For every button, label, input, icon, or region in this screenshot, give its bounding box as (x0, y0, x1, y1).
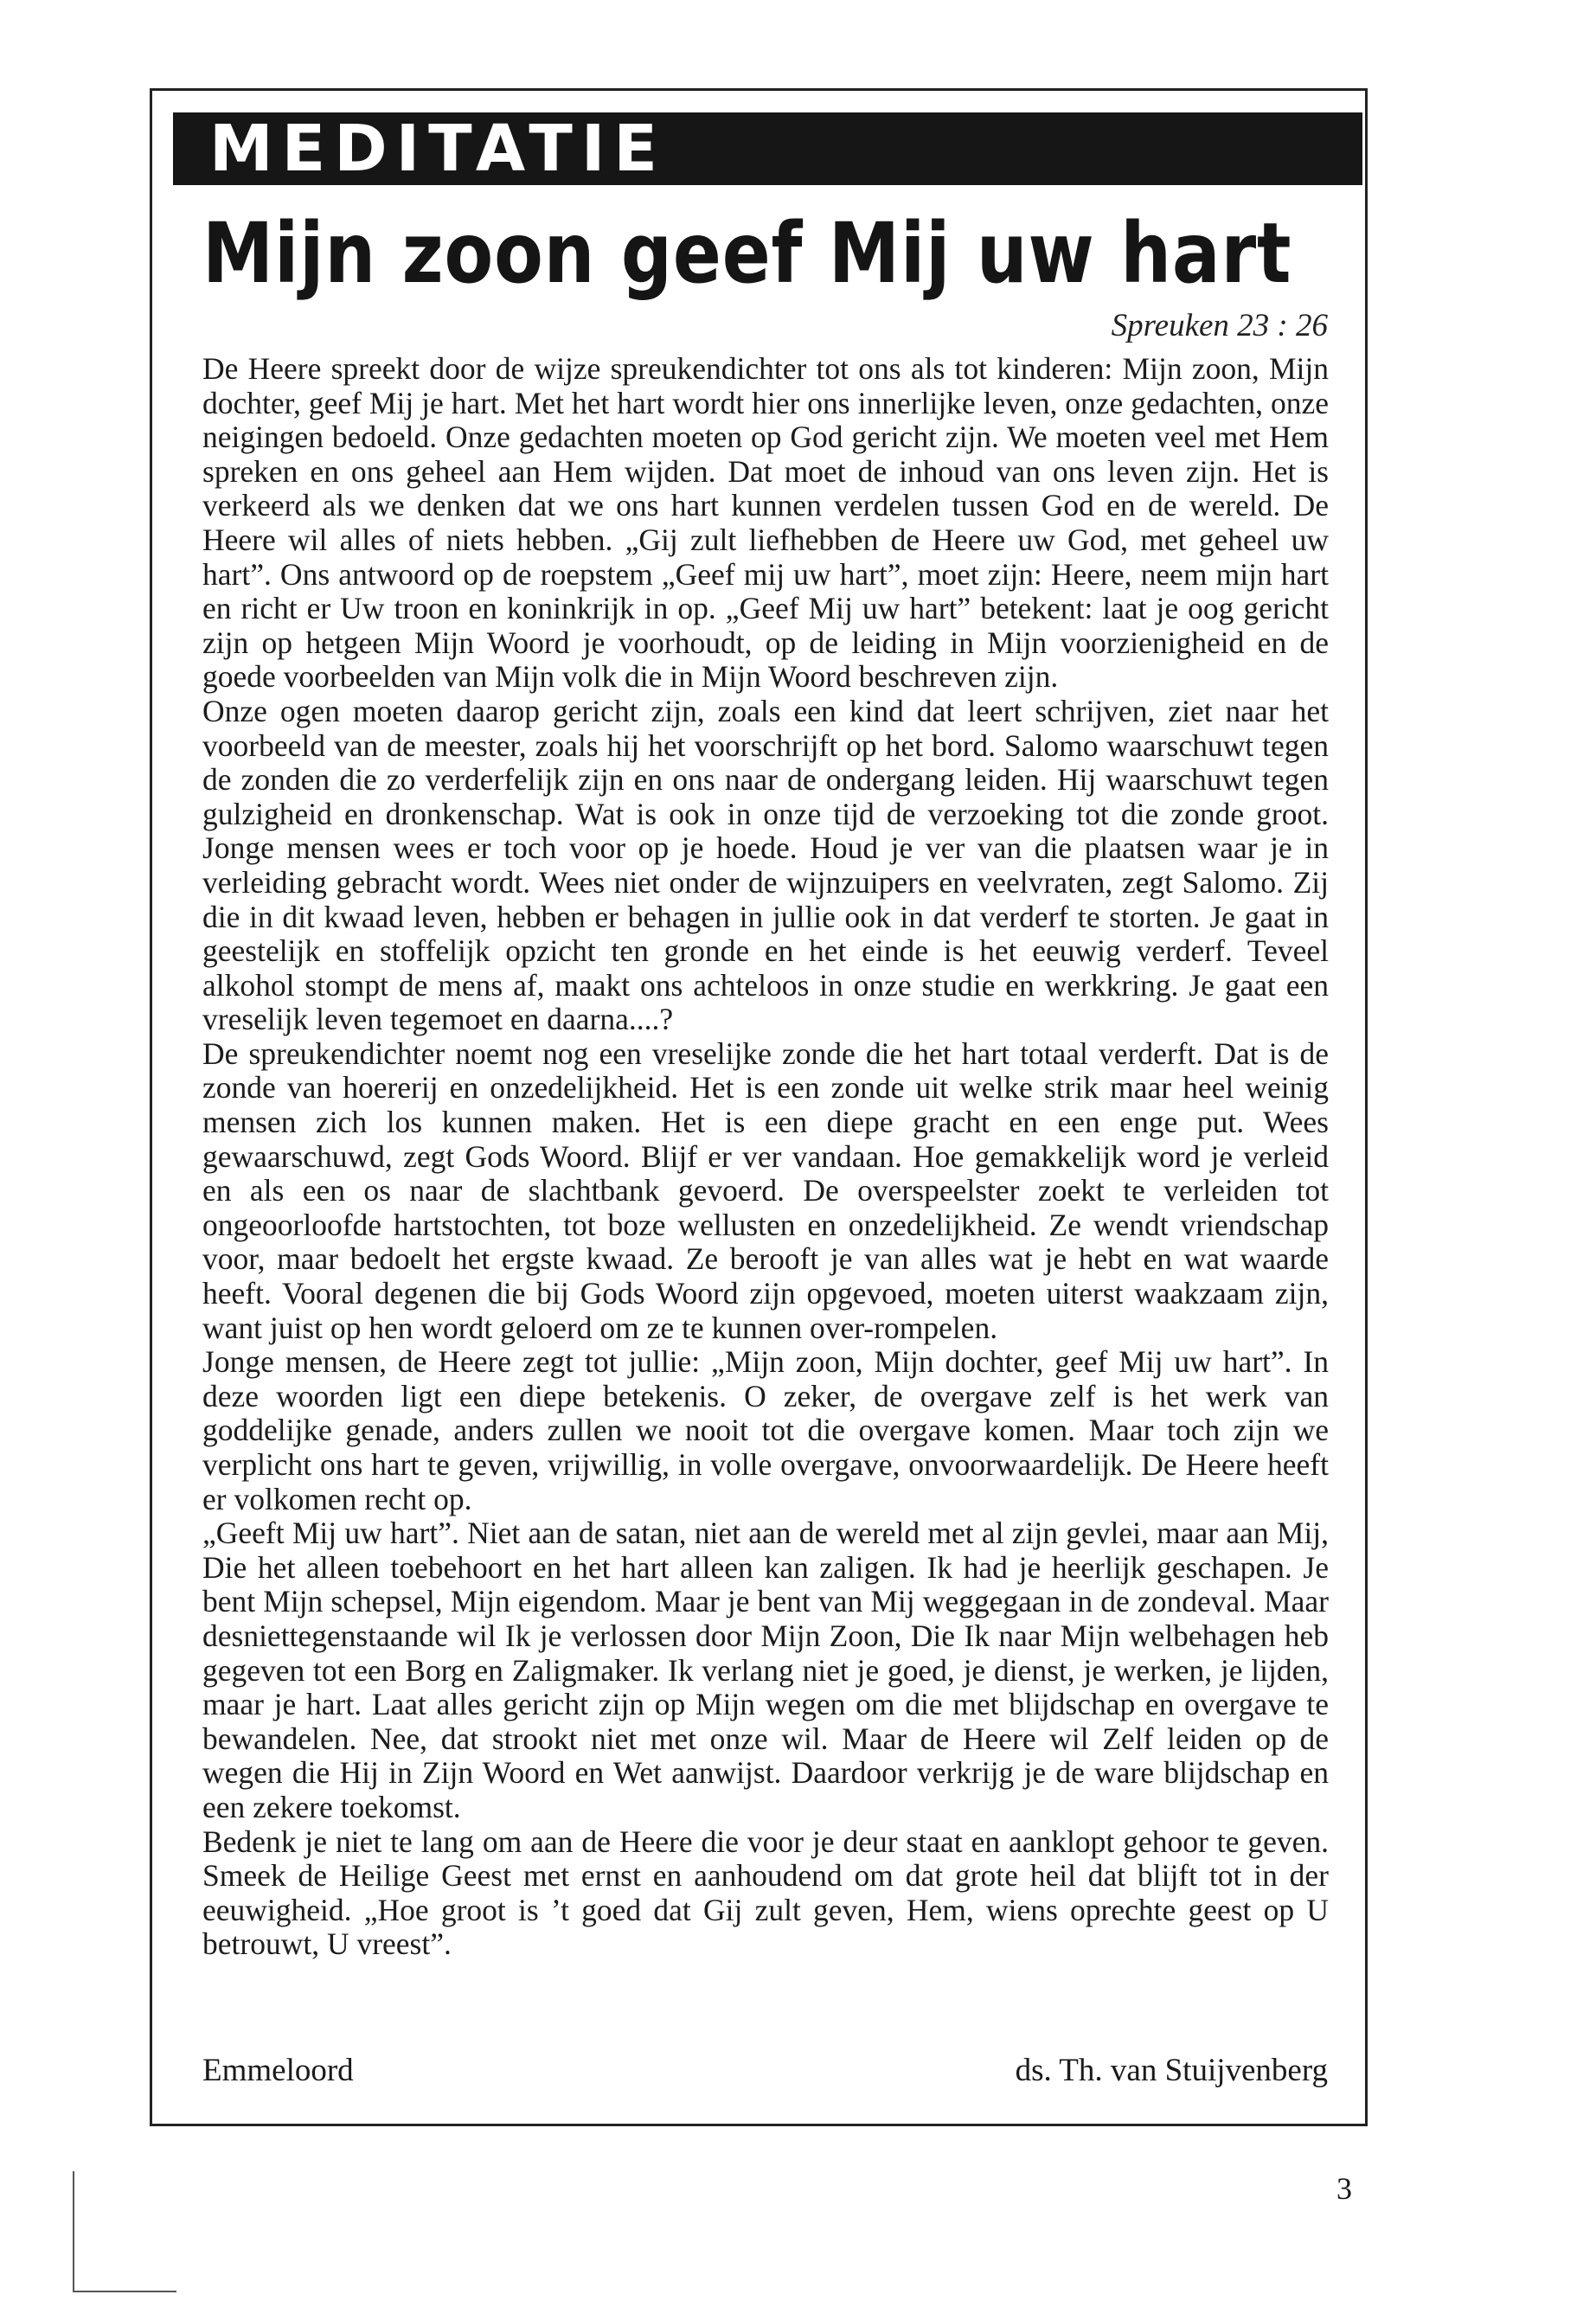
page-foot-line (73, 2291, 176, 2292)
paragraph: Jonge mensen, de Heere zegt tot jullie: „Mijn zoon, Mijn dochter, geef Mij uw hart”. In deze woorden ligt een diepe betekenis. O zeker, de overgave zelf is het werk van goddelijke genade, anders zullen we nooit tot die overgave komen. Maar toch zijn we verplicht ons hart te geven, vrijwillig, in volle overgave, onvoorwaardelijk. De Heere heeft er volkomen recht op. (202, 1344, 1329, 1516)
scripture-reference: Spreuken 23 : 26 (1111, 308, 1328, 343)
section-label: MEDITATIE (209, 112, 666, 186)
place-name: Emmeloord (202, 2053, 354, 2088)
paragraph: De Heere spreekt door de wijze spreukendichter tot ons als tot kinderen: Mijn zoon, Mijn dochter, geef Mij je hart. Met het hart wordt hier ons innerlijke leven, onze gedachten, onze neigingen bedoeld. Onze gedachten moeten op God gericht zijn. We moeten veel met Hem spreken en ons geheel aan Hem wijden. Dat moet de inhoud van ons leven zijn. Het is verkeerd als we denken dat we ons hart kunnen verdelen tussen God en de wereld. De Heere wil alles of niets hebben. „Gij zult liefhebben de Heere uw God, met geheel uw hart”. Ons antwoord op de roepstem „Geef mij uw hart”, moet zijn: Heere, neem mijn hart en richt er Uw troon en koninkrijk in op. „Geef Mij uw hart” betekent: laat je oog gericht zijn op hetgeen Mijn Woord je voorhoudt, op de leiding in Mijn voorzienigheid en de goede voorbeelden van Mijn volk die in Mijn Woord beschreven zijn. (202, 351, 1329, 695)
section-banner (173, 112, 1362, 185)
paragraph: Onze ogen moeten daarop gericht zijn, zoals een kind dat leert schrijven, ziet naar het voorbeeld van de meester, zoals hij het voorschrijft op het bord. Salomo waarschuwt tegen de zonden die zo verderfelijk zijn en ons naar de ondergang leiden. Hij waarschuwt tegen gulzigheid en dronkenschap. Wat is ook in onze tijd de verzoeking tot die zonde groot. Jonge mensen wees er toch voor op je hoede. Houd je ver van die plaatsen waar je in verleiding gebracht wordt. Wees niet onder de wijnzuipers en veelvraten, zegt Salomo. Zij die in dit kwaad leven, hebben er behagen in jullie ook in dat verderf te storten. Je gaat in geestelijk en stoffelijk opzicht ten gronde en het einde is het eeuwig verderf. Teveel alkohol stompt de mens af, maakt ons achteloos in onze studie en werkkring. Je gaat een vreselijk leven tegemoet en daarna....? (202, 693, 1329, 1037)
paragraph: „Geeft Mij uw hart”. Niet aan de satan, niet aan de wereld met al zijn gevlei, maar aan Mij, Die het alleen toebehoort en het hart alleen kan zaligen. Ik had je heerlijk geschapen. Je bent Mijn schepsel, Mijn eigendom. Maar je bent van Mij weggegaan in de zondeval. Maar desniettegenstaande wil Ik je verlossen door Mijn Zoon, Die Ik naar Mijn welbehagen heb gegeven tot een Borg en Zaligmaker. Ik verlang niet je goed, je dienst, je werken, je lijden, maar je hart. Laat alles gericht zijn op Mijn wegen om die met blijdschap en overgave te bewandelen. Nee, dat strookt niet met onze wil. Maar de Heere wil Zelf leiden op de wegen die Hij in Zijn Woord en Wet aanwijst. Daardoor verkrijg je de ware blijdschap en een zekere toekomst. (202, 1516, 1329, 1824)
paragraph: Bedenk je niet te lang om aan de Heere die voor je deur staat en aanklopt gehoor te geven. Smeek de Heilige Geest met ernst en aanhoudend om dat grote heil dat blijft tot in der eeuwigheid. „Hoe groot is ’t goed dat Gij zult geven, Hem, wiens oprechte geest op U betrouwt, U vreest”. (202, 1823, 1329, 1962)
article-body (202, 352, 1329, 1962)
page-edge-line (73, 2171, 74, 2292)
page-number: 3 (1336, 2171, 1352, 2206)
paragraph: De spreukendichter noemt nog een vreselijke zonde die het hart totaal verderft. Dat is de zonde van hoererij en onzedelijkheid. Het is een zonde uit welke strik maar heel weinig mensen zich los kunnen maken. Het is een diepe gracht en een enge put. Wees gewaarschuwd, zegt Gods Woord. Blijf er ver vandaan. Hoe gemakkelijk word je verleid en als een os naar de slachtbank gevoerd. De overspeelster zoekt te verleiden tot ongeoorloofde hartstochten, tot boze wellusten en onzedelijkheid. Ze wendt vriendschap voor, maar bedoelt het ergste kwaad. Ze berooft je van alles wat je hebt en wat waarde heeft. Vooral degenen die bij Gods Woord zijn opgevoed, moeten uiterst waakzaam zijn, want juist op hen wordt geloerd om ze te kunnen over-rompelen. (202, 1035, 1329, 1345)
article-title: Mijn zoon geef Mij uw hart (202, 205, 1292, 302)
author-signature: ds. Th. van Stuijvenberg (1015, 2053, 1328, 2088)
